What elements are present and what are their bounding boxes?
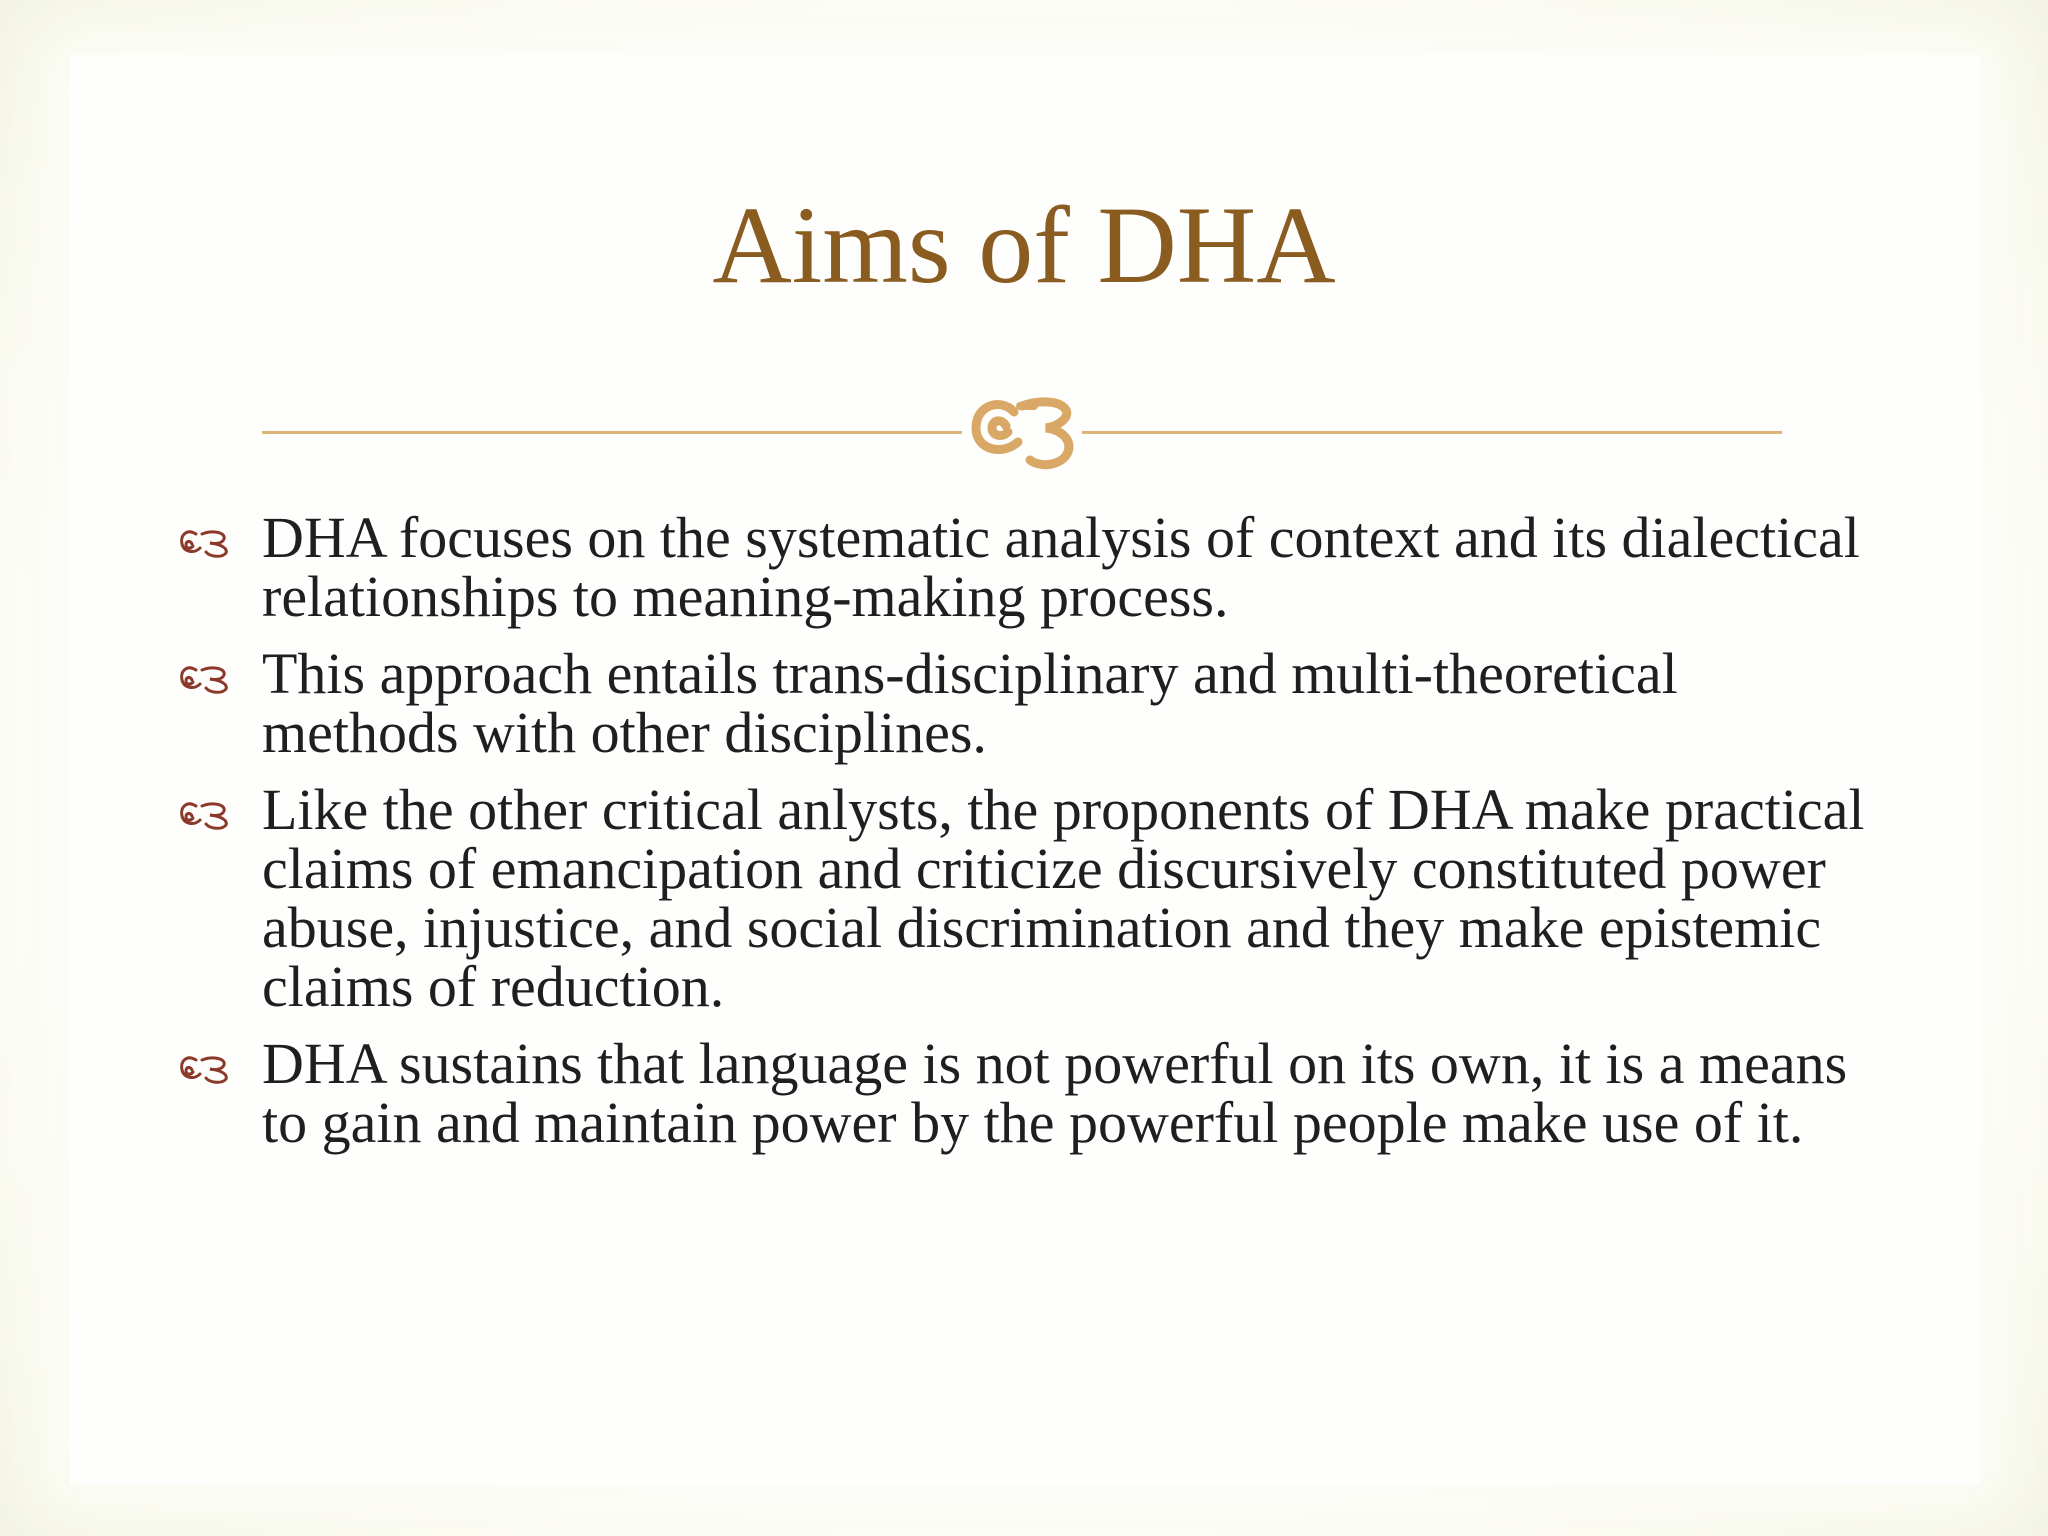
swirl-bullet-icon xyxy=(178,526,234,558)
divider-line-right xyxy=(1082,431,1782,434)
bullet-text: DHA sustains that language is not powerful on its own, it is a means to gain and maintain power by the powerful people make use of it. xyxy=(262,1031,1848,1155)
swirl-bullet-icon xyxy=(178,662,234,694)
swirl-bullet-icon xyxy=(178,798,234,830)
swirl-ornament-icon xyxy=(962,370,1082,480)
bullet-list xyxy=(178,505,1878,1170)
divider-line-left xyxy=(262,431,962,434)
slide-title: Aims of DHA xyxy=(712,184,1336,306)
bullet-item xyxy=(178,505,1878,629)
bullet-text: DHA focuses on the systematic analysis of context and its dialectical relationships to meaning-making process. xyxy=(262,505,1860,629)
bullet-text: Like the other critical anlysts, the proponents of DHA make practical claims of emancipation and criticize discursively constituted power abuse, injustice, and social discrimination and they make epistemic claims of reduction. xyxy=(262,777,1865,1019)
bullet-item xyxy=(178,1031,1878,1155)
swirl-bullet-icon xyxy=(178,1052,234,1084)
bullet-item xyxy=(178,641,1878,765)
bullet-item xyxy=(178,777,1878,1019)
bullet-text: This approach entails trans-disciplinary and multi-theoretical methods with other disciplines. xyxy=(262,641,1678,765)
title-divider xyxy=(262,370,1782,480)
